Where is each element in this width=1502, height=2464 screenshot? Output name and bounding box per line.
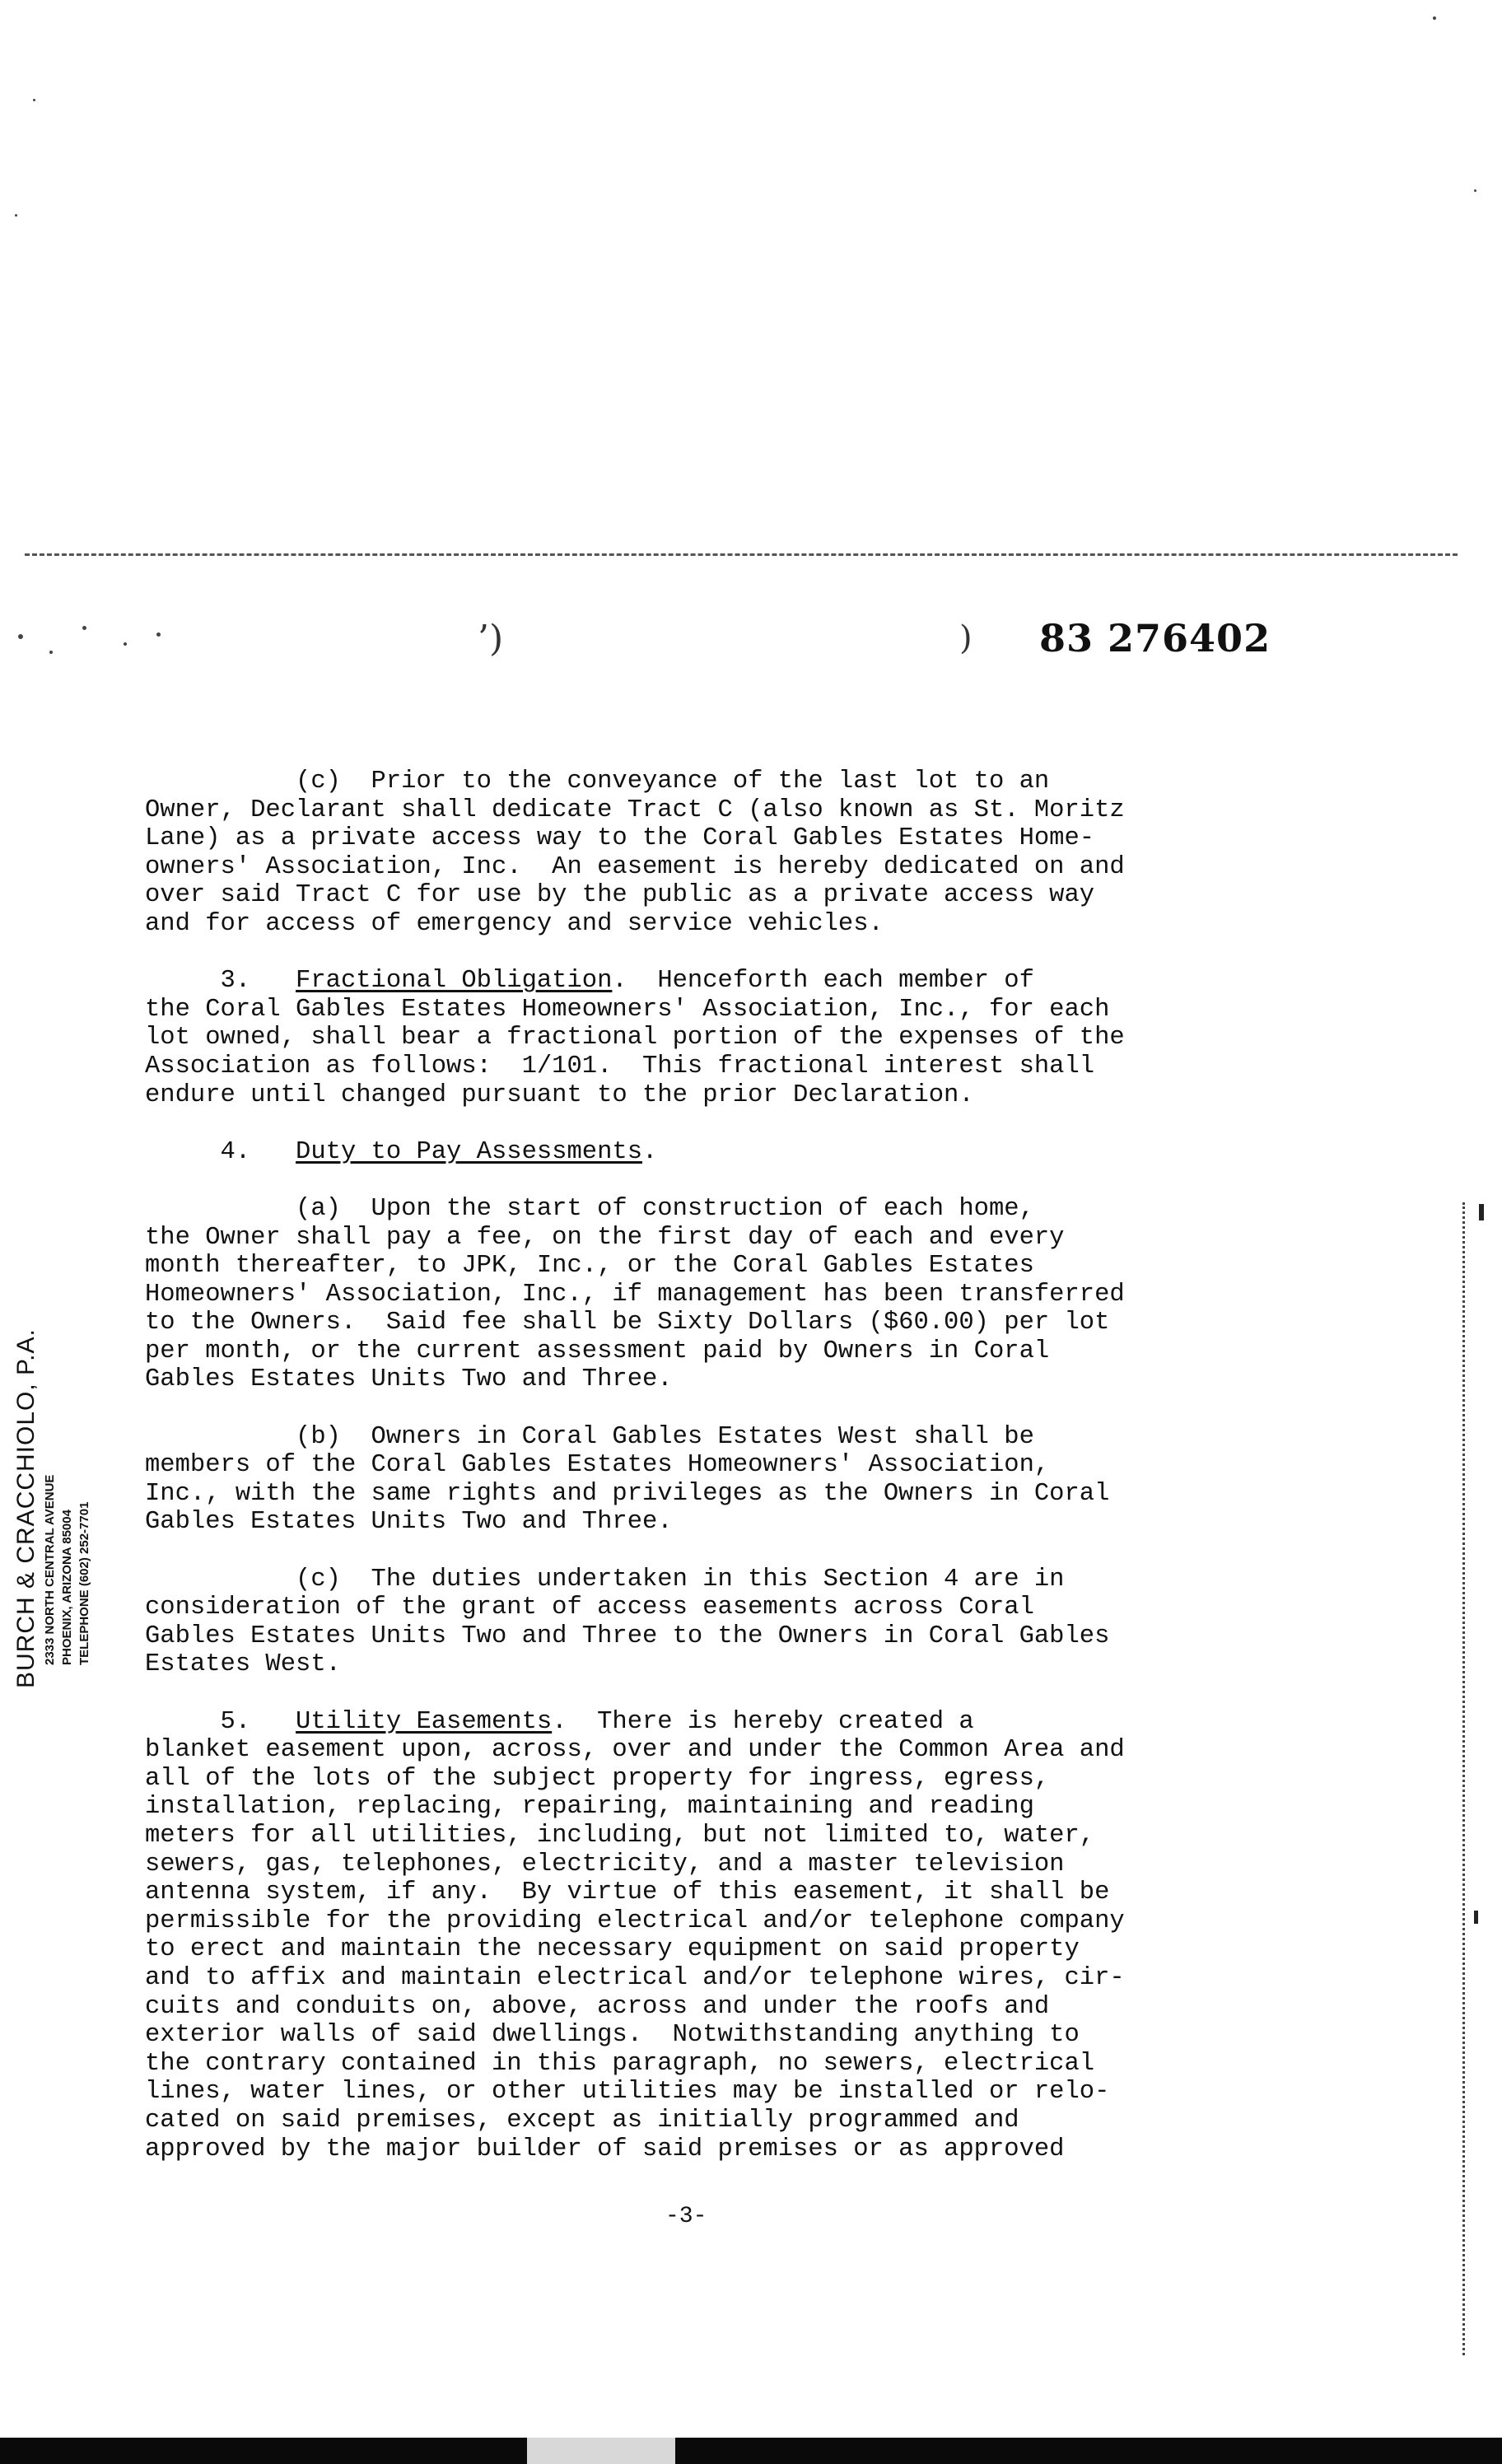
document-body (145, 768, 1281, 2163)
law-firm-name: BURCH & CRACCHIOLO, P.A. (12, 1328, 40, 1688)
text-line: members of the Coral Gables Estates Homeowners' Association, (145, 1451, 1050, 1480)
text-line: the Coral Gables Estates Homeowners' Association, Inc., for each (145, 995, 1110, 1024)
text-line: Lane) as a private access way to the Coral Gables Estates Home- (145, 824, 1095, 853)
text-line: all of the lots of the subject property for ingress, egress, (145, 1764, 1050, 1793)
section-heading: Duty to Pay Assessments (296, 1137, 642, 1166)
text-line: (a) Upon the start of construction of each home, (145, 1194, 1034, 1223)
text-line: approved by the major builder of said premises or as approved (145, 2135, 1065, 2163)
scan-speck (124, 642, 127, 646)
text-line: endure until changed pursuant to the prior Declaration. (145, 1080, 974, 1109)
text-line: and to affix and maintain electrical and/or telephone wires, cir- (145, 1963, 1125, 1992)
scan-mark-right: ) (959, 619, 973, 657)
text-line: the Owner shall pay a fee, on the first day of each and every (145, 1223, 1065, 1252)
text-line: blanket easement upon, across, over and under the Common Area and (145, 1736, 1125, 1765)
scan-edge-mark (1479, 1204, 1484, 1220)
section-heading: Fractional Obligation (296, 967, 613, 996)
text-line: month thereafter, to JPK, Inc., or the Coral Gables Estates (145, 1252, 1034, 1281)
text-line: (b) Owners in Coral Gables Estates West shall be (145, 1422, 1034, 1451)
text-line (145, 1708, 1281, 1737)
scan-speck (1474, 189, 1476, 192)
section-number: 4. (145, 1137, 296, 1166)
text-line: cated on said premises, except as initially programmed and (145, 2106, 1019, 2135)
scan-speck (15, 214, 17, 217)
scan-speck (82, 626, 86, 630)
paragraph-2c (145, 768, 1281, 939)
section-3-fractional-obligation (145, 967, 1281, 1109)
scan-speck (156, 632, 161, 637)
scan-edge-mark (1474, 1911, 1478, 1924)
text-line: Inc., with the same rights and privileges as the Owners in Coral (145, 1479, 1110, 1508)
paragraph-4b (145, 1423, 1281, 1537)
section-number: 5. (145, 1707, 296, 1736)
scan-speck (33, 99, 35, 101)
section-heading: Utility Easements (296, 1707, 553, 1736)
scan-edge-marks (1462, 1202, 1468, 2355)
text-line: (c) The duties undertaken in this Section 4 are in (145, 1565, 1065, 1594)
law-firm-address-street: 2333 NORTH CENTRAL AVENUE (43, 1474, 57, 1665)
text-line: Gables Estates Units Two and Three. (145, 1365, 673, 1394)
law-firm-address-city: PHOENIX, ARIZONA 85004 (60, 1510, 74, 1665)
text-line: per month, or the current assessment paid by Owners in Coral (145, 1337, 1050, 1365)
text-line: Association as follows: 1/101. This fractional interest shall (145, 1052, 1095, 1080)
section-5-utility-easements (145, 1708, 1281, 2164)
text-line: meters for all utilities, including, but not limited to, water, (145, 1821, 1095, 1850)
section-number: 3. (145, 967, 296, 996)
text-run: . (642, 1137, 658, 1166)
scan-speck (49, 651, 53, 654)
section-4-heading (145, 1138, 1281, 1167)
document-number: 83 276402 (1039, 616, 1271, 660)
text-line: exterior walls of said dwellings. Notwithstanding anything to (145, 2021, 1080, 2050)
text-line: Homeowners' Association, Inc., if management has been transferred (145, 1280, 1125, 1309)
text-line: to erect and maintain the necessary equipment on said property (145, 1935, 1080, 1964)
scan-speck (18, 634, 23, 639)
text-line: Gables Estates Units Two and Three. (145, 1508, 673, 1537)
text-line: and for access of emergency and service vehicles. (145, 909, 884, 938)
text-line: (c) Prior to the conveyance of the last lot to an (145, 768, 1050, 796)
text-line: Estates West. (145, 1650, 341, 1679)
text-line: owners' Association, Inc. An easement is hereby dedicated on and (145, 852, 1125, 881)
scan-fold-line (25, 553, 1458, 556)
text-line: permissible for the providing electrical and/or telephone company (145, 1906, 1125, 1935)
text-line: to the Owners. Said fee shall be Sixty Dollars ($60.00) per lot (145, 1309, 1110, 1337)
paragraph-4c (145, 1566, 1281, 1679)
text-line: lot owned, shall bear a fractional portion of the expenses of the (145, 1024, 1125, 1052)
text-run: . Henceforth each member of (612, 967, 1034, 996)
page-number: -3- (665, 2204, 707, 2229)
text-line: Owner, Declarant shall dedicate Tract C (also known as St. Moritz (145, 796, 1125, 824)
text-line: over said Tract C for use by the public as a private access way (145, 881, 1095, 910)
text-line: cuits and conduits on, above, across and under the roofs and (145, 1992, 1050, 2021)
text-run: . There is hereby created a (552, 1707, 974, 1736)
text-line (145, 1138, 1281, 1167)
text-line: consideration of the grant of access easements across Coral (145, 1594, 1034, 1622)
text-line: installation, replacing, repairing, maintaining and reading (145, 1793, 1034, 1822)
scan-mark-left: ’) (478, 618, 504, 660)
paragraph-4a (145, 1195, 1281, 1394)
text-line (145, 967, 1281, 996)
text-line: sewers, gas, telephones, electricity, and a master television (145, 1850, 1065, 1878)
text-line: lines, water lines, or other utilities may be installed or relo- (145, 2078, 1110, 2107)
scan-bottom-edge (0, 2438, 1502, 2464)
scan-speck (1433, 16, 1436, 20)
text-line: antenna system, if any. By virtue of this easement, it shall be (145, 1878, 1110, 1907)
text-line: Gables Estates Units Two and Three to the Owners in Coral Gables (145, 1622, 1110, 1650)
text-line: the contrary contained in this paragraph, no sewers, electrical (145, 2049, 1095, 2078)
law-firm-margin-stamp (12, 1293, 119, 1688)
law-firm-telephone: TELEPHONE (602) 252-7701 (77, 1501, 91, 1665)
